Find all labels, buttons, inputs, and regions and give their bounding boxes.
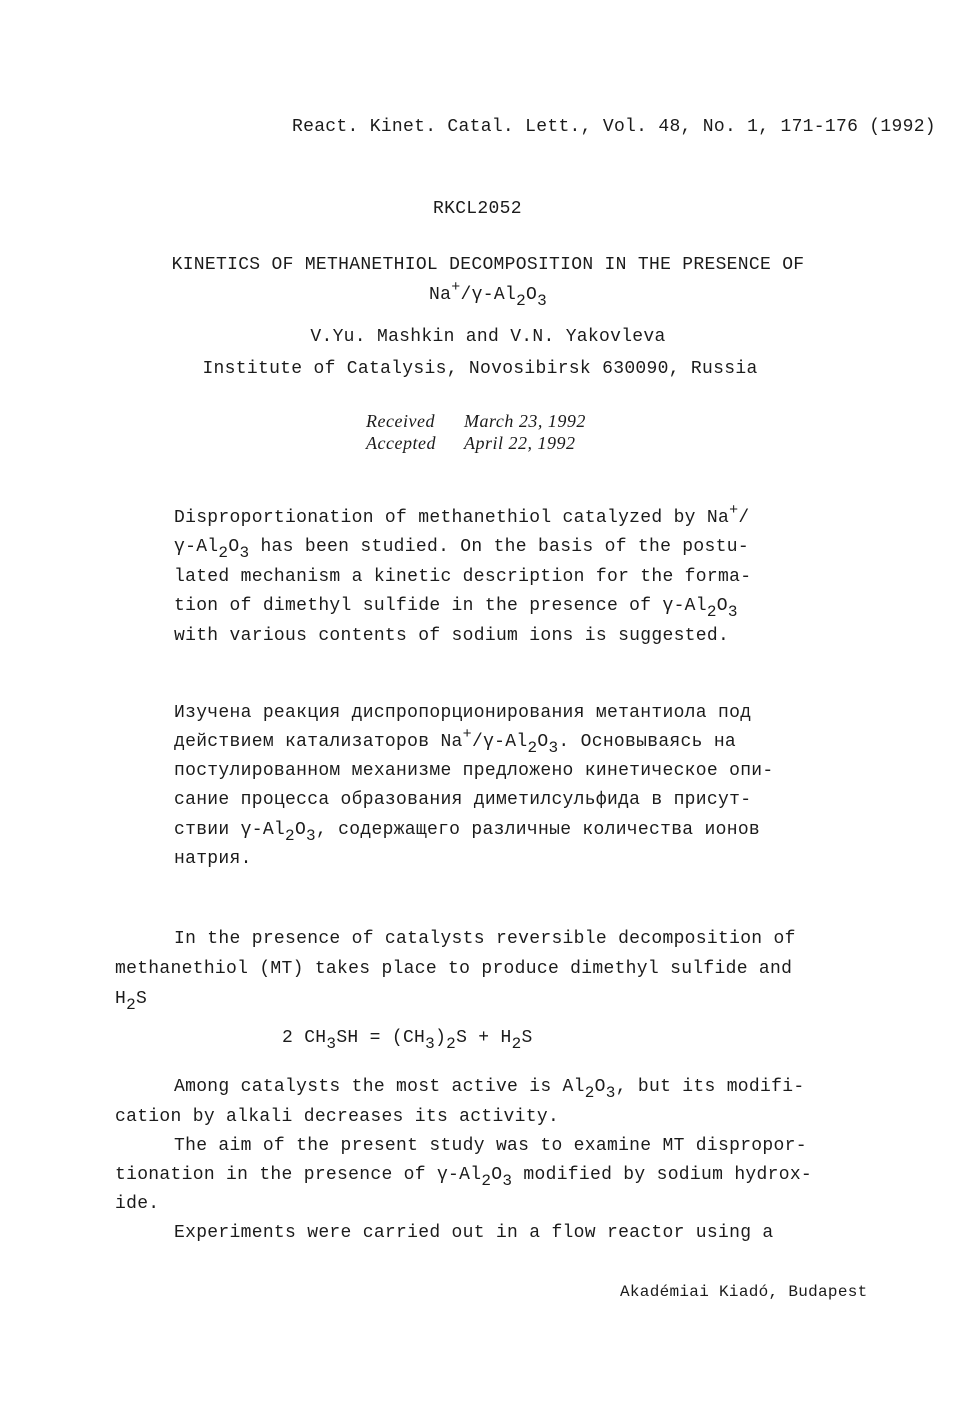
text: with various contents of sodium ions is suggested.	[174, 626, 730, 646]
title-formula-al: /γ-Al	[460, 285, 517, 305]
sub: 2	[706, 603, 717, 621]
abstract-en-line	[174, 502, 750, 528]
text: сание процесса образования диметилсульфида в присут-	[174, 790, 752, 810]
abstract-en-line	[174, 596, 738, 621]
text: ствии γ-Al	[174, 820, 286, 840]
sup: +	[462, 726, 472, 743]
authors-text: V.Yu. Mashkin and V.N. Yakovleva	[310, 327, 666, 347]
text: SH = (CH	[336, 1028, 426, 1048]
body-line	[115, 959, 792, 979]
text: Experiments were carried out in a flow reactor using a	[174, 1223, 774, 1243]
sub: 3	[239, 544, 250, 562]
abstract-en-line	[174, 626, 729, 646]
text: натрия.	[174, 849, 252, 869]
sub: 3	[548, 739, 559, 757]
text: S + H	[456, 1028, 512, 1048]
body-line	[174, 1136, 807, 1156]
title-formula-sub2: 3	[537, 292, 547, 310]
received-date: March 23, 1992	[464, 411, 586, 431]
received-row	[366, 410, 586, 432]
title-formula-sub1: 2	[516, 292, 526, 310]
sub: 3	[502, 1172, 513, 1190]
body-line	[115, 1194, 159, 1214]
sub: 2	[527, 739, 538, 757]
sub: 2	[481, 1172, 492, 1190]
sub: 3	[326, 1035, 337, 1053]
text: постулированном механизме предложено кинетическое опи-	[174, 761, 774, 781]
text: O	[294, 820, 307, 840]
article-code-text: RKCL2052	[433, 199, 522, 219]
abstract-ru-line	[174, 849, 252, 869]
abstract-en-line	[174, 537, 749, 562]
abstract-ru-line	[174, 761, 774, 781]
abstract-ru-line	[174, 726, 737, 757]
sub: 2	[511, 1035, 522, 1053]
sub: 3	[306, 827, 316, 845]
text: O	[537, 732, 549, 752]
accepted-row	[366, 432, 586, 454]
text: /	[738, 508, 750, 528]
accepted-date: April 22, 1992	[464, 433, 576, 453]
sup: +	[729, 502, 739, 519]
sub: 2	[218, 544, 229, 562]
body-line	[115, 989, 148, 1014]
text: H	[115, 989, 127, 1009]
body-line	[174, 1223, 774, 1243]
journal-citation	[292, 117, 936, 137]
received-label: Received	[366, 411, 435, 431]
abstract-ru-line	[174, 820, 761, 845]
sub: 3	[727, 603, 738, 621]
body-line	[174, 1077, 805, 1102]
text: . Основываясь на	[558, 732, 737, 752]
text: )	[435, 1028, 447, 1048]
text: S	[521, 1028, 533, 1048]
text: cation by alkali decreases its activity.	[115, 1107, 560, 1127]
title-formula-sup: +	[451, 279, 461, 296]
text: O	[491, 1165, 503, 1185]
text: tionation in the presence of γ-Al	[115, 1165, 482, 1185]
text: /γ-Al	[471, 732, 528, 752]
text: O	[594, 1077, 606, 1097]
abstract-ru-line	[174, 703, 751, 723]
sub: 2	[126, 996, 137, 1014]
text: ide.	[115, 1194, 160, 1214]
title-formula-na: Na	[429, 285, 452, 305]
sub: 2	[285, 827, 295, 845]
text: Изучена реакция диспропорционирования метантиола под	[174, 703, 752, 723]
title-line-1	[0, 255, 976, 275]
text: γ-Al	[174, 537, 219, 557]
sub: 2	[584, 1084, 595, 1102]
body-line	[174, 929, 796, 949]
text: Among catalysts the most active is Al	[174, 1077, 585, 1097]
text: 2 CH	[282, 1028, 327, 1048]
dates-block	[366, 410, 586, 454]
text: has been studied. On the basis of the postu-	[249, 537, 749, 557]
article-code	[433, 199, 522, 219]
text: S	[136, 989, 148, 1009]
sub: 3	[605, 1084, 616, 1102]
text: modified by sodium hydrox-	[512, 1165, 813, 1185]
text: The aim of the present study was to examine MT dispropor-	[174, 1136, 807, 1156]
text: , but its modifi-	[615, 1077, 805, 1097]
authors	[0, 327, 976, 347]
publisher-footer	[620, 1283, 868, 1301]
text: действием катализаторов Na	[174, 732, 463, 752]
abstract-ru-line	[174, 790, 751, 810]
affiliation-text: Institute of Catalysis, Novosibirsk 630090, Russia	[202, 359, 758, 379]
body-line	[115, 1107, 559, 1127]
text: , содержащего различные количества ионов	[315, 820, 761, 840]
text: methanethiol (MT) takes place to produce dimethyl sulfide and	[115, 959, 793, 979]
body-line	[115, 1165, 813, 1190]
title-formula-o: O	[525, 285, 538, 305]
text: O	[716, 596, 728, 616]
title-line-2	[0, 279, 976, 310]
sub: 3	[425, 1035, 436, 1053]
text: In the presence of catalysts reversible decomposition of	[174, 929, 796, 949]
accepted-label: Accepted	[366, 433, 436, 453]
reaction-equation	[282, 1028, 533, 1053]
title-text: KINETICS OF METHANETHIOL DECOMPOSITION IN THE PRESENCE OF	[171, 255, 805, 275]
sub: 2	[446, 1035, 457, 1053]
text: lated mechanism a kinetic description for the forma-	[174, 567, 752, 587]
text: O	[228, 537, 240, 557]
text: Disproportionation of methanethiol catalyzed by Na	[174, 508, 730, 528]
publisher-text: Akadémiai Kiadó, Budapest	[620, 1283, 868, 1301]
abstract-en-line	[174, 567, 751, 587]
citation-text: React. Kinet. Catal. Lett., Vol. 48, No. 1, 171-176 (1992)	[292, 117, 936, 137]
affiliation	[0, 359, 960, 379]
text: tion of dimethyl sulfide in the presence of γ-Al	[174, 596, 707, 616]
